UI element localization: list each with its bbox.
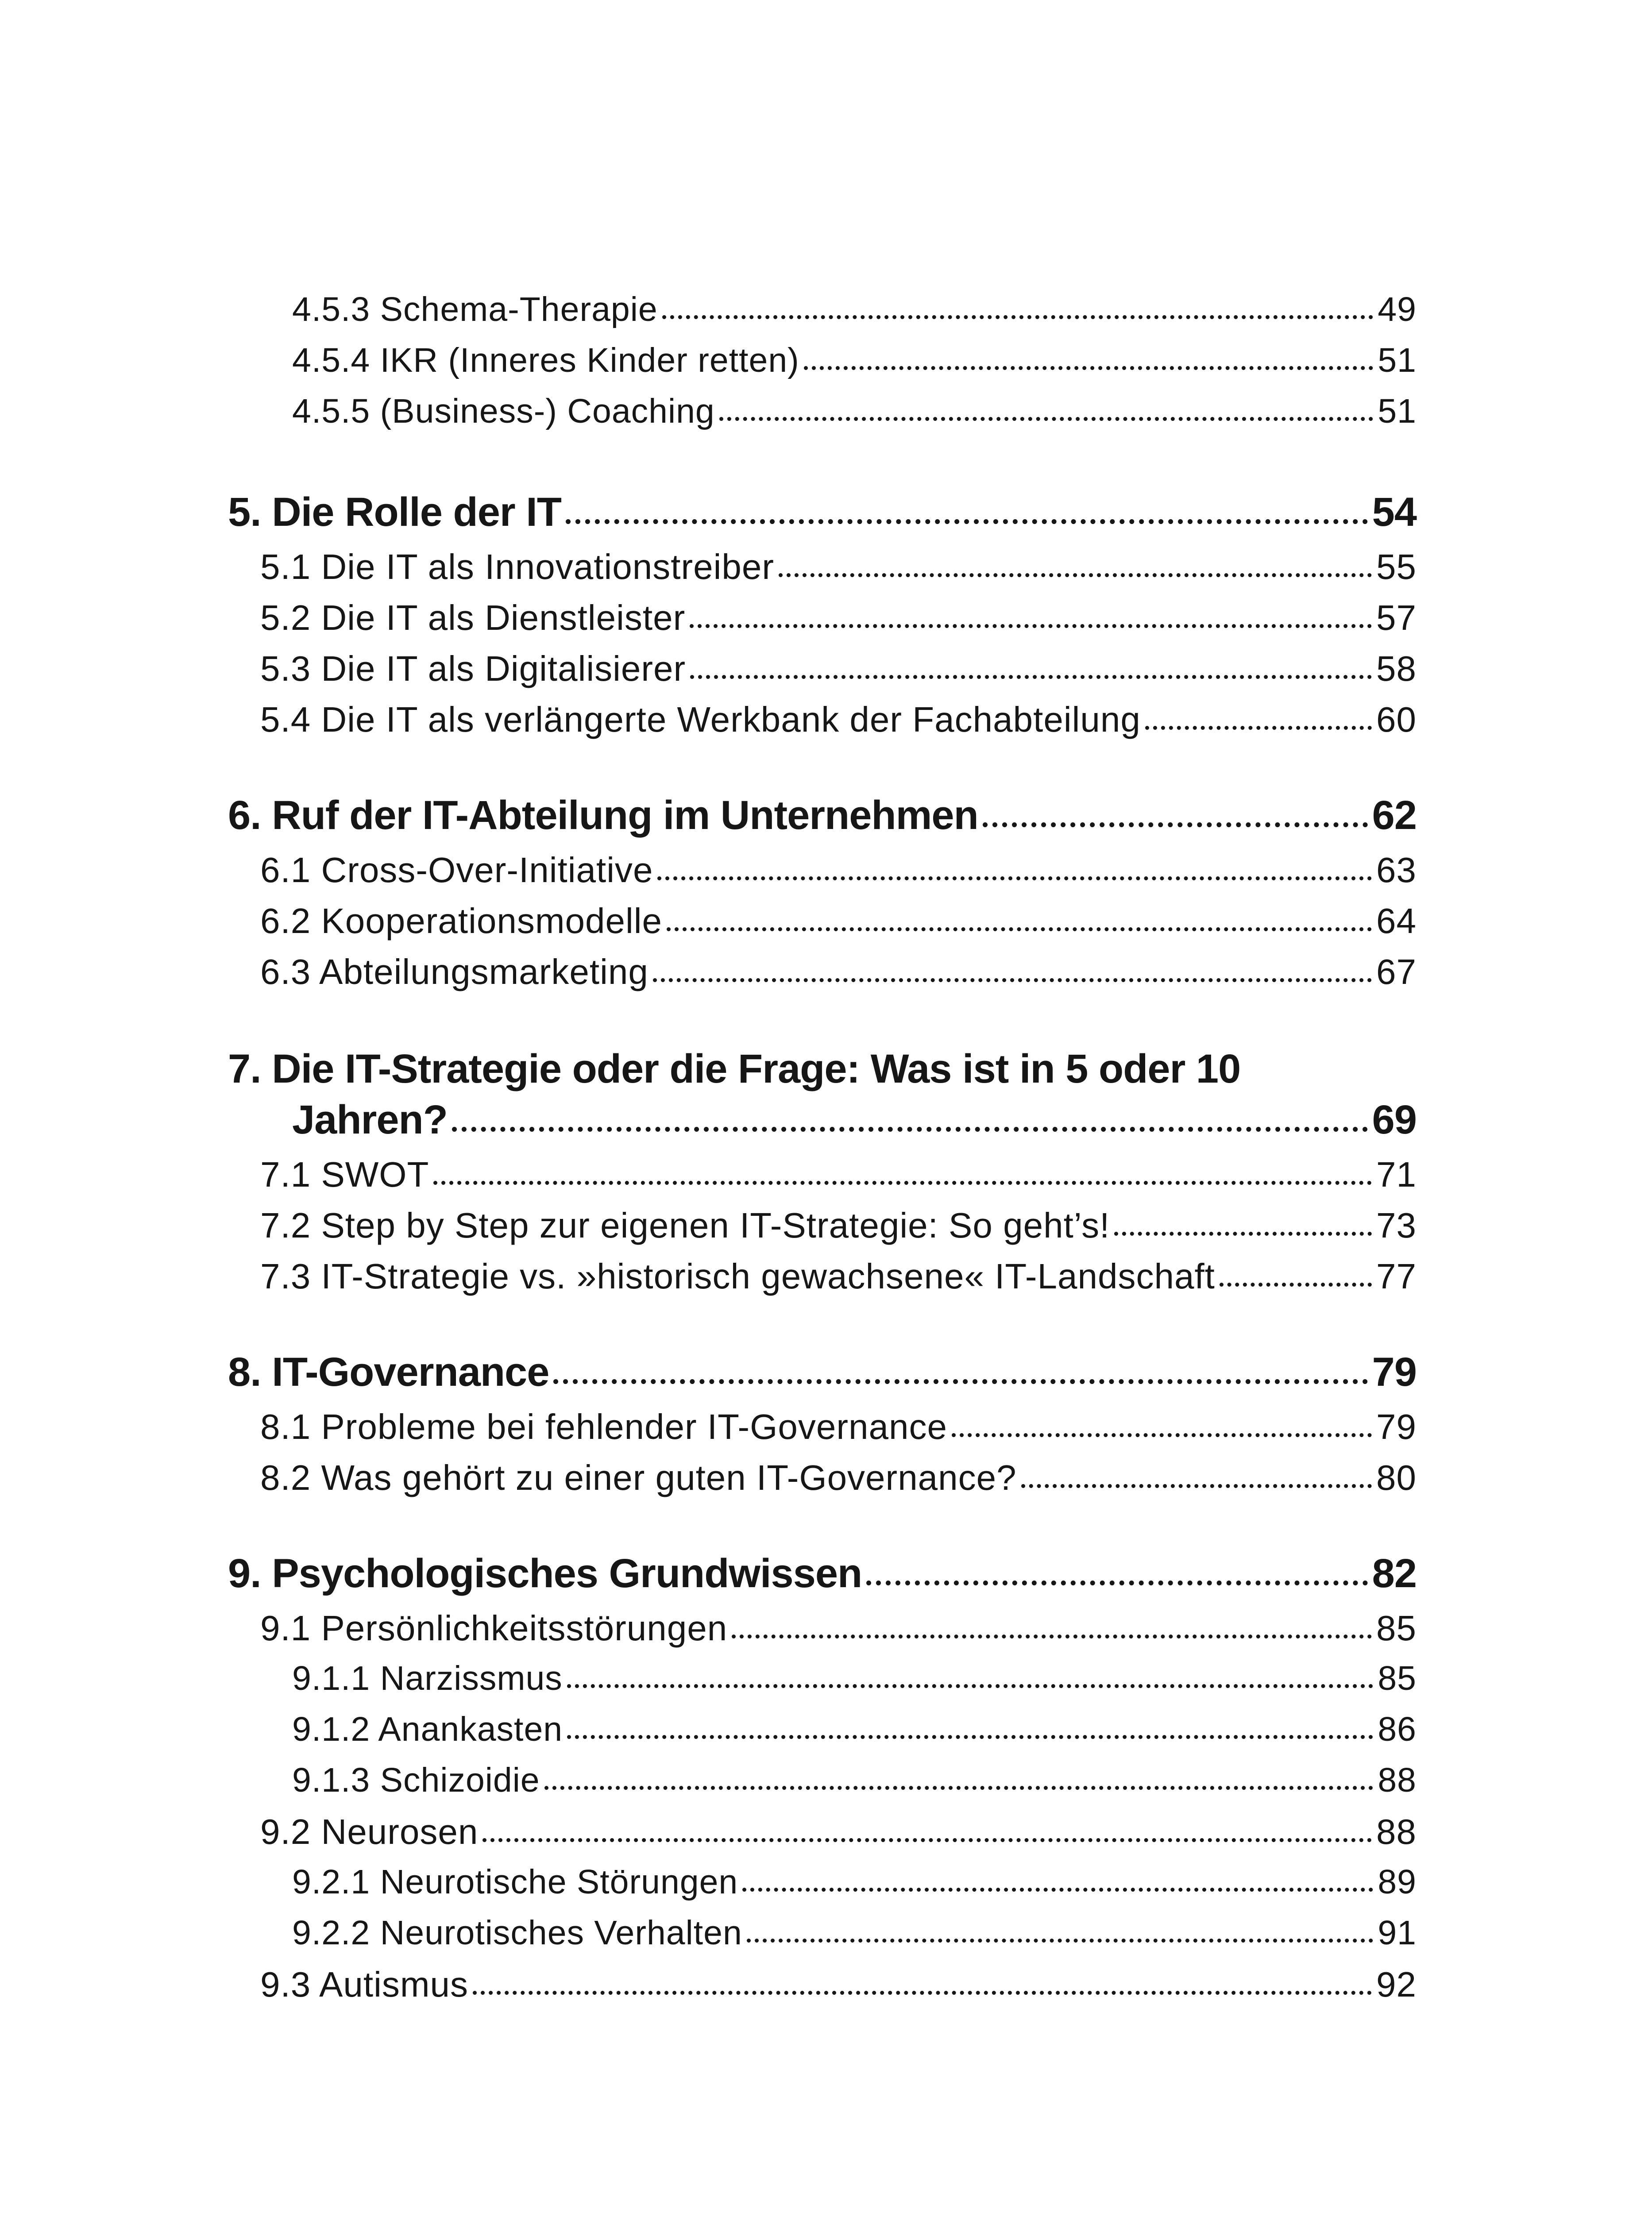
- toc-chapter-9[interactable]: [228, 1550, 1417, 1597]
- toc-entry-9-1-3[interactable]: [292, 1761, 1417, 1800]
- toc-chapter-title: 5. Die Rolle der IT: [228, 490, 561, 535]
- toc-chapter-page: 69: [1372, 1097, 1417, 1142]
- dot-leader: [657, 867, 1372, 880]
- toc-entry-9-1-2[interactable]: [292, 1710, 1417, 1749]
- toc-chapter-page: 82: [1372, 1551, 1417, 1596]
- toc-entry-page: 64: [1376, 901, 1417, 941]
- toc-entry-6-2[interactable]: [260, 901, 1417, 941]
- dot-leader: [690, 666, 1372, 679]
- toc-entry-title: 9.2 Neurosen: [260, 1812, 479, 1851]
- toc-entry-page: 79: [1376, 1407, 1417, 1446]
- toc-chapter-page: 79: [1372, 1349, 1417, 1395]
- dot-leader: [566, 509, 1368, 524]
- toc-entry-page: 67: [1376, 952, 1417, 991]
- toc-entry-5-4[interactable]: [260, 699, 1417, 740]
- dot-leader: [1145, 717, 1372, 730]
- toc-entry-page: 89: [1378, 1863, 1417, 1901]
- toc-entry-title: 9.2.1 Neurotische Störungen: [292, 1863, 738, 1901]
- toc-entry-page: 73: [1376, 1206, 1417, 1245]
- toc-entry-page: 91: [1378, 1914, 1417, 1952]
- toc-chapter-title: 6. Ruf der IT-Abteilung im Unternehmen: [228, 793, 978, 838]
- dot-leader: [667, 918, 1372, 931]
- toc-entry-title: 9.2.2 Neurotisches Verhalten: [292, 1914, 742, 1952]
- dot-leader: [804, 357, 1374, 370]
- toc-entry-page: 86: [1378, 1710, 1417, 1748]
- toc-entry-7-2[interactable]: [260, 1205, 1417, 1246]
- toc-entry-9-2-2[interactable]: [292, 1913, 1417, 1953]
- toc-entry-page: 55: [1376, 547, 1417, 586]
- toc-chapter-6[interactable]: [228, 792, 1417, 839]
- toc-entry-page: 60: [1376, 700, 1417, 739]
- toc-entry-title: 6.1 Cross-Over-Initiative: [260, 850, 653, 890]
- toc-entry-title: 4.5.4 IKR (Inneres Kinder retten): [292, 341, 799, 379]
- dot-leader: [662, 306, 1374, 319]
- dot-leader: [567, 1726, 1373, 1739]
- toc-entry-title: 7.1 SWOT: [260, 1155, 429, 1194]
- dot-leader: [1220, 1274, 1372, 1287]
- toc-entry-page: 63: [1376, 850, 1417, 890]
- toc-entry-title: 5.1 Die IT als Innovationstreiber: [260, 547, 775, 586]
- toc-entry-5-3[interactable]: [260, 648, 1417, 689]
- toc-entry-page: 51: [1378, 341, 1417, 379]
- toc-entry-6-3[interactable]: [260, 952, 1417, 992]
- toc-entry-8-2[interactable]: [260, 1457, 1417, 1498]
- toc-entry-page: 92: [1376, 1965, 1417, 2004]
- toc-chapter-5[interactable]: [228, 489, 1417, 536]
- toc-entry-page: 57: [1376, 598, 1417, 637]
- toc-entry-6-1[interactable]: [260, 850, 1417, 891]
- dot-leader: [866, 1571, 1367, 1585]
- toc-entry-page: 49: [1378, 290, 1417, 328]
- toc-chapter-8[interactable]: [228, 1349, 1417, 1396]
- dot-leader: [779, 564, 1372, 577]
- dot-leader: [719, 408, 1374, 421]
- dot-leader: [452, 1117, 1368, 1132]
- toc-entry-title: 5.4 Die IT als verlängerte Werkbank der Fachabteilung: [260, 700, 1141, 739]
- toc-chapter-7[interactable]: [292, 1097, 1417, 1143]
- toc-entry-title: 4.5.3 Schema-Therapie: [292, 290, 658, 328]
- toc-entry-page: 88: [1376, 1812, 1417, 1851]
- dot-leader: [544, 1777, 1374, 1790]
- toc-entry-4-5-4[interactable]: [292, 341, 1417, 380]
- toc-entry-page: 85: [1378, 1659, 1417, 1697]
- toc-entry-title: 9.1 Persönlichkeitsstörungen: [260, 1608, 728, 1648]
- toc-entry-page: 77: [1376, 1257, 1417, 1296]
- toc-entry-title: 5.2 Die IT als Dienstleister: [260, 598, 686, 637]
- toc-chapter-page: 54: [1372, 490, 1417, 535]
- toc-entry-title: 9.1.1 Narzissmus: [292, 1659, 563, 1697]
- dot-leader: [1021, 1475, 1372, 1488]
- toc-entry-title: 6.3 Abteilungsmarketing: [260, 952, 648, 991]
- dot-leader: [473, 1982, 1372, 1995]
- toc-entry-page: 71: [1376, 1155, 1417, 1194]
- dot-leader: [742, 1879, 1373, 1892]
- toc-entry-title: 6.2 Kooperationsmodelle: [260, 901, 663, 941]
- dot-leader: [747, 1930, 1374, 1943]
- toc-entry-9-1[interactable]: [260, 1608, 1417, 1649]
- toc-chapter-title: 8. IT-Governance: [228, 1349, 549, 1395]
- toc-entry-4-5-5[interactable]: [292, 392, 1417, 431]
- toc-entry-title: 9.3 Autismus: [260, 1965, 469, 2004]
- toc-entry-9-2-1[interactable]: [292, 1862, 1417, 1902]
- dot-leader: [983, 813, 1368, 827]
- toc-entry-9-1-1[interactable]: [292, 1659, 1417, 1698]
- toc-entry-9-2[interactable]: [260, 1812, 1417, 1852]
- toc-entry-title: 8.1 Probleme bei fehlender IT-Governance: [260, 1407, 947, 1446]
- toc-entry-title: 9.1.2 Anankasten: [292, 1710, 563, 1748]
- toc-chapter-title: 9. Psychologisches Grundwissen: [228, 1551, 862, 1596]
- dot-leader: [553, 1369, 1367, 1384]
- dot-leader: [952, 1424, 1372, 1437]
- toc-entry-title: 9.1.3 Schizoidie: [292, 1761, 540, 1799]
- toc-entry-page: 88: [1378, 1761, 1417, 1799]
- toc-chapter-title: Jahren?: [292, 1097, 448, 1142]
- toc-entry-page: 51: [1378, 392, 1417, 430]
- dot-leader: [482, 1829, 1372, 1842]
- toc-entry-9-3[interactable]: [260, 1964, 1417, 2005]
- dot-leader: [732, 1626, 1372, 1639]
- toc-entry-title: 7.2 Step by Step zur eigenen IT-Strategie: So geht’s!: [260, 1206, 1110, 1245]
- toc-entry-8-1[interactable]: [260, 1407, 1417, 1447]
- toc-entry-7-1[interactable]: [260, 1154, 1417, 1195]
- dot-leader: [433, 1172, 1372, 1185]
- toc-entry-7-3[interactable]: [260, 1256, 1417, 1297]
- toc-entry-5-1[interactable]: [260, 547, 1417, 587]
- dot-leader: [690, 615, 1372, 628]
- dot-leader: [653, 969, 1372, 982]
- toc-entry-title: 7.3 IT-Strategie vs. »historisch gewachsene« IT-Landschaft: [260, 1257, 1215, 1296]
- toc-entry-title: 4.5.5 (Business-) Coaching: [292, 392, 715, 430]
- toc-entry-page: 58: [1376, 649, 1417, 688]
- toc-chapter-7-title-line1[interactable]: 7. Die IT-Strategie oder die Frage: Was ist in 5 oder 10: [228, 1046, 1241, 1091]
- toc-entry-title: 5.3 Die IT als Digitalisierer: [260, 649, 686, 688]
- toc-entry-5-2[interactable]: [260, 598, 1417, 638]
- toc-entry-page: 80: [1376, 1458, 1417, 1497]
- toc-entry-page: 85: [1376, 1608, 1417, 1648]
- dot-leader: [567, 1675, 1374, 1688]
- toc-entry-title: 8.2 Was gehört zu einer guten IT-Governance?: [260, 1458, 1017, 1497]
- dot-leader: [1114, 1223, 1372, 1236]
- toc-chapter-page: 62: [1372, 793, 1417, 838]
- toc-entry-4-5-3[interactable]: [292, 290, 1417, 329]
